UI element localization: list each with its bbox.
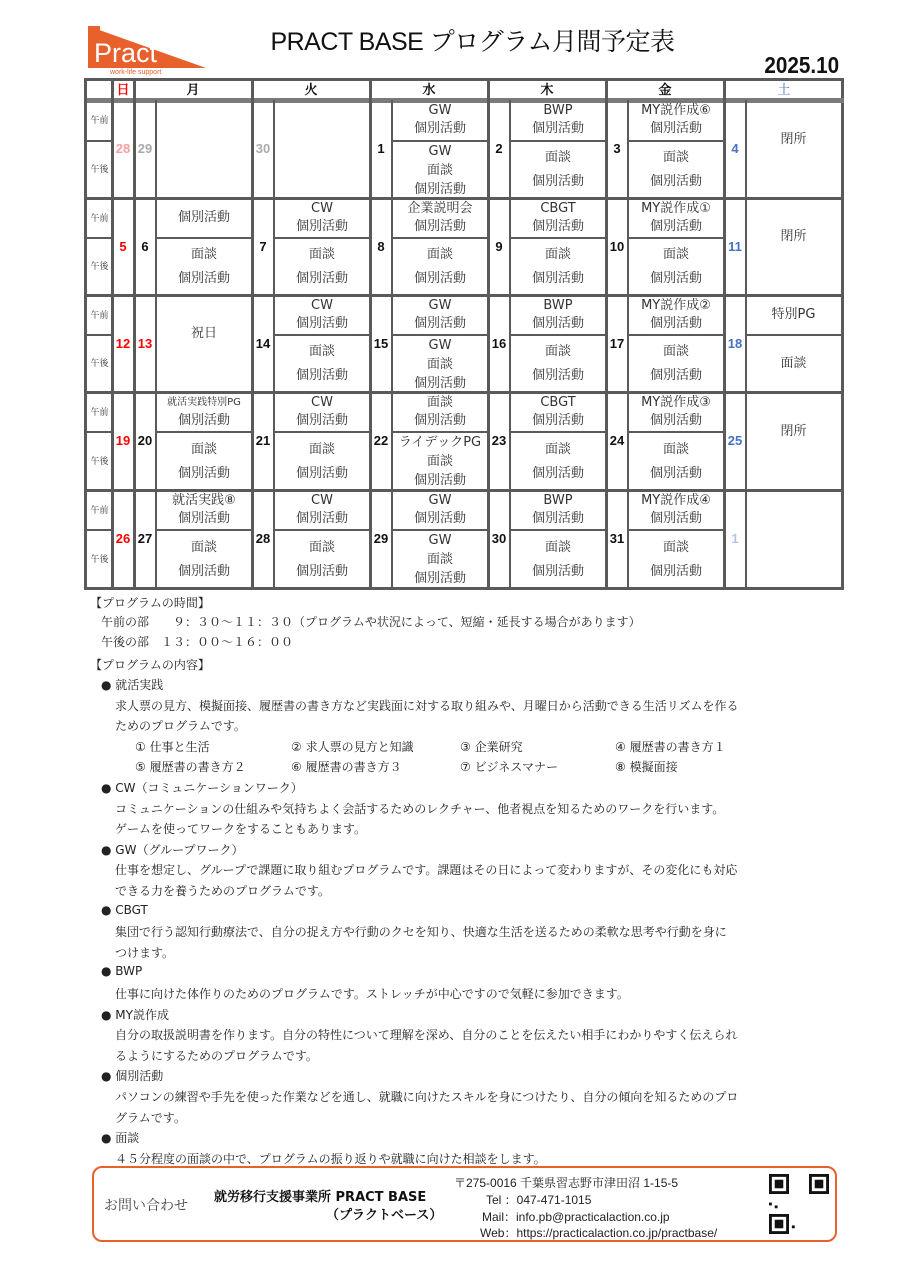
day-number: 30 (491, 531, 507, 546)
activity-label: 面談 (662, 247, 689, 262)
qr-code-icon (769, 1174, 829, 1234)
address: 〒275-0016 千葉県習志野市津田沼 1-15-5 (454, 1176, 679, 1190)
am-slot: 特別PG (771, 307, 816, 322)
pm-slot (156, 531, 252, 588)
activity-label: 祝日 (190, 326, 217, 341)
day-number-saturday: 11 (728, 239, 742, 254)
activity-label: 個別活動 (531, 218, 584, 234)
pm-slot (628, 336, 724, 392)
pm-slot (628, 239, 724, 295)
activity-label: 面談 (426, 247, 453, 262)
program-description: 集団で行う認知行動療法で、自分の捉え方や行動のクセを知り、快適な生活を送るための柔軟な思考や行動を身に (115, 925, 727, 940)
curriculum-item: ③ 企業研究 (460, 739, 523, 754)
am-slot (510, 198, 606, 237)
day-number-sunday: 12 (115, 336, 131, 351)
activity-label: CW (311, 394, 333, 410)
pm-slot (156, 239, 252, 295)
slot-label-pm: 午後 (90, 262, 109, 272)
am-slot (156, 198, 252, 237)
activity-label: 個別活動 (531, 315, 584, 331)
curriculum-item: ⑧ 模擬面接 (615, 760, 678, 775)
activity-label: 個別活動 (531, 121, 584, 136)
activity-label: BWP (543, 103, 573, 118)
activity-label: 面談 (662, 539, 689, 555)
slot-label-am: 午前 (90, 505, 109, 516)
weekday-header: 日 (116, 83, 130, 98)
activity-label: 個別活動 (295, 465, 348, 481)
activity-label: 面談 (426, 454, 453, 469)
activity-label: 個別活動 (531, 412, 584, 428)
pm-slot (392, 239, 488, 295)
weekday-header: 月 (186, 83, 200, 98)
curriculum-item: ⑥ 履歴書の書き方３ (291, 760, 402, 775)
activity-label: 個別活動 (177, 209, 230, 225)
day-number: 29 (373, 531, 389, 546)
grid-vline (605, 81, 608, 100)
activity-label: GW (428, 297, 452, 313)
activity-label: 個別活動 (413, 315, 466, 331)
pm-slot (628, 531, 724, 588)
am-slot (510, 392, 606, 431)
activity-label: CW (311, 492, 333, 508)
activity-label: 個別活動 (413, 218, 466, 234)
am-slot (274, 392, 370, 431)
activity-label: GW (428, 533, 452, 548)
curriculum-item: ⑤ 履歴書の書き方２ (135, 760, 246, 775)
program-description: コミュニケーションの仕組みや気持ちよく会話するためのレクチャー、他者視点を知るためのワークを行います。 (115, 801, 725, 816)
activity-label: 企業説明会 (407, 200, 473, 216)
day-number: 29 (137, 141, 153, 156)
activity-label: CW (311, 297, 333, 313)
program-name: ● CBGT (101, 902, 148, 917)
slot-divider (87, 140, 112, 142)
activity-label: 面談 (308, 441, 335, 457)
activity-label: 個別活動 (649, 412, 702, 428)
activity-label: 個別活動 (649, 315, 702, 331)
grid-vline (251, 81, 254, 100)
day-number: 8 (377, 239, 385, 254)
contact-box (92, 1166, 837, 1242)
slot-label-pm: 午後 (90, 359, 109, 369)
day-number: 10 (609, 239, 625, 254)
web-link[interactable]: Web：https://practicalaction.co.jp/practbase/ (480, 1226, 718, 1240)
slot-label-pm: 午後 (90, 456, 109, 467)
activity-label: 個別活動 (413, 271, 466, 286)
curriculum-item: ⑦ ビジネスマナー (460, 760, 558, 775)
pm-slot (510, 531, 606, 588)
holiday-label (156, 295, 252, 372)
pm-slot (510, 239, 606, 295)
day-number: 17 (609, 336, 625, 351)
activity-label: 個別活動 (531, 271, 584, 286)
activity-label: 面談 (190, 539, 217, 555)
day-number: 16 (491, 336, 507, 351)
am-slot (628, 100, 724, 140)
curriculum-item: ① 仕事と生活 (135, 739, 210, 754)
am-slot (274, 295, 370, 334)
day-number: 31 (609, 531, 625, 546)
day-number: 13 (137, 336, 153, 351)
activity-label: 個別活動 (649, 368, 702, 383)
pm-slot: 面談 (780, 355, 807, 371)
activity-label: 個別活動 (177, 563, 230, 579)
slot-label-am: 午前 (90, 213, 109, 224)
slot-label-am: 午前 (90, 116, 109, 126)
org-name: 就労移行支援事業所 PRACT BASE (214, 1190, 427, 1205)
activity-label: 個別活動 (413, 121, 466, 136)
grid-vline (133, 81, 136, 100)
day-number: 2 (495, 141, 503, 156)
day-number: 27 (137, 531, 153, 546)
pm-slot (510, 142, 606, 198)
day-number: 24 (609, 433, 625, 448)
program-description: 仕事に向けた体作りのためのプログラムです。ストレッチが中心ですので気軽に参加できます。 (115, 987, 629, 1001)
pm-slot (156, 433, 252, 490)
pm-slot (274, 336, 370, 392)
day-number-sunday: 28 (115, 141, 131, 156)
activity-label: CBGT (540, 394, 576, 410)
am-slot (392, 490, 488, 529)
activity-label: BWP (543, 297, 573, 313)
activity-label: 就活実践⑧ (172, 492, 236, 508)
day-number: 23 (491, 433, 507, 448)
activity-label: 個別活動 (413, 571, 466, 586)
slot-label-am: 午前 (90, 407, 109, 418)
day-number: 22 (373, 433, 389, 448)
activity-label: ライデックPG (398, 435, 482, 450)
activity-label: 面談 (662, 344, 689, 359)
activity-label: 面談 (308, 539, 335, 555)
day-number: 15 (373, 336, 389, 351)
activity-label: 個別活動 (177, 510, 230, 526)
activity-label: 個別活動 (295, 368, 348, 383)
day-number: 14 (255, 336, 271, 351)
am-slot (510, 490, 606, 529)
day-number-saturday: 1 (731, 531, 739, 546)
program-description: 自分の取扱説明書を作ります。自分の特性について理解を深め、自分のことを伝えたい相手にわかりやすく伝えられ (115, 1028, 738, 1043)
activity-label: 面談 (662, 441, 689, 457)
day-number-sunday: 19 (115, 433, 131, 448)
program-description: 求人票の見方、模擬面接、履歴書の書き方など実践面に対する取り組みや、月曜日から活動できる生活リズムを作る (115, 698, 739, 713)
activity-label: 面談 (308, 247, 335, 262)
activity-label: CBGT (540, 200, 576, 216)
activity-label: 個別活動 (649, 271, 702, 286)
schedule-pm: 午後の部 １３：００～１６：００ (101, 635, 294, 649)
day-number-sunday: 26 (115, 531, 131, 546)
pm-slot (510, 336, 606, 392)
activity-label: BWP (543, 492, 573, 508)
program-description: グラムです。 (115, 1110, 186, 1125)
activity-label: 個別活動 (295, 315, 348, 331)
slot-label-pm: 午後 (90, 554, 109, 565)
am-slot (274, 198, 370, 237)
grid-vline (111, 81, 114, 100)
org-name-kana: （プラクトベース） (326, 1208, 443, 1223)
day-number: 21 (255, 433, 271, 448)
logo-subtitle: work-life support (110, 69, 162, 76)
activity-label: 面談 (544, 150, 571, 165)
program-name: ● 面談 (101, 1131, 140, 1146)
weekday-header: 水 (422, 83, 436, 98)
activity-label: 個別活動 (413, 412, 466, 428)
pm-slot (392, 433, 488, 490)
day-number-saturday: 4 (731, 141, 739, 156)
slot-label-am: 午前 (90, 310, 109, 321)
program-description: パソコンの練習や手先を使った作業などを通し、就職に向けたスキルを身につけたり、自分の傾向を知るためのプロ (115, 1090, 739, 1104)
am-slot (156, 392, 252, 431)
year-month: 2025.10 (764, 52, 839, 78)
weekday-header: 木 (540, 83, 554, 98)
am-slot (392, 100, 488, 140)
activity-label: 面談 (426, 552, 453, 567)
program-description: るようにするためのプログラムです。 (115, 1048, 318, 1063)
am-slot (156, 490, 252, 529)
am-slot (510, 100, 606, 140)
activity-label: 個別活動 (413, 181, 466, 197)
program-description: 仕事を想定し、グループで課題に取り組むプログラムです。課題はその日によって変わりますが、その変化にも対応 (115, 863, 738, 878)
day-number-saturday: 25 (727, 433, 743, 448)
day-number-sunday: 5 (119, 239, 127, 254)
slot-divider (87, 529, 112, 531)
activity-label: 個別活動 (649, 510, 702, 526)
program-description: つけます。 (115, 945, 175, 960)
grid-vline (487, 81, 490, 100)
day-number: 3 (613, 141, 621, 156)
am-slot (628, 490, 724, 529)
activity-label: 面談 (544, 247, 571, 262)
activity-label: 個別活動 (295, 563, 348, 579)
am-slot (628, 295, 724, 334)
pm-slot (628, 433, 724, 490)
activity-label: 個別活動 (177, 412, 230, 428)
day-number: 30 (255, 141, 271, 156)
program-description: ためのプログラムです。 (115, 719, 246, 734)
schedule-heading: 【プログラムの時間】 (90, 596, 210, 610)
program-name: ● GW（グループワーク） (101, 842, 244, 857)
activity-label: 個別活動 (649, 465, 702, 481)
activity-label: 個別活動 (413, 375, 466, 391)
activity-label: 個別活動 (649, 218, 702, 234)
am-slot (628, 198, 724, 237)
activity-label: 面談 (308, 344, 335, 359)
activity-label: 個別活動 (413, 510, 466, 526)
activity-label: GW (428, 143, 452, 159)
program-name: ● CW（コミュニケーションワーク） (101, 781, 303, 795)
weekday-header: 金 (658, 83, 672, 98)
logo-text: Pract (94, 38, 158, 68)
am-slot (392, 295, 488, 334)
activity-label: 面談 (426, 162, 453, 178)
program-name: ● 就活実践 (101, 678, 164, 692)
activity-label: 個別活動 (531, 368, 584, 383)
activity-label: CW (311, 200, 333, 216)
pm-slot (392, 336, 488, 392)
activity-label: 面談 (190, 247, 217, 262)
program-name: ● BWP (101, 964, 143, 979)
activity-label: 面談 (426, 356, 453, 372)
pm-slot (628, 142, 724, 198)
activity-label: 個別活動 (531, 510, 584, 526)
program-name: ● MY説作成 (101, 1007, 169, 1022)
activity-label: 個別活動 (531, 465, 584, 481)
day-number: 7 (259, 239, 267, 254)
weekday-header: 火 (304, 83, 318, 98)
activity-label: 就活実践特別PG (167, 396, 241, 408)
activity-label: 個別活動 (295, 271, 348, 286)
am-slot (274, 490, 370, 529)
activity-label: GW (428, 337, 452, 353)
day-number-saturday: 18 (727, 336, 743, 351)
program-description: ゲームを使ってワークをすることもあります。 (115, 822, 367, 837)
slot-divider (87, 334, 112, 336)
curriculum-item: ② 求人票の見方と知識 (291, 739, 414, 754)
activity-label: GW (428, 492, 452, 508)
pm-slot (274, 433, 370, 490)
page-title: PRACT BASE プログラム月間予定表 (270, 28, 675, 56)
grid-vline (723, 81, 726, 100)
activity-label: MY説作成③ (641, 394, 711, 410)
program-description: ４５分程度の面談の中で、プログラムの振り返りや就職に向けた相談をします。 (115, 1151, 546, 1166)
activity-label: 面談 (426, 394, 453, 410)
activity-label: 面談 (662, 150, 689, 165)
activity-label: 個別活動 (177, 465, 230, 481)
program-description: できる力を養うためのプログラムです。 (115, 884, 330, 898)
activity-label: MY説作成⑥ (641, 103, 711, 118)
am-slot (392, 198, 488, 237)
monthly-calendar (84, 78, 844, 590)
tel: Tel ：047-471-1015 (486, 1193, 592, 1207)
activity-label: 個別活動 (531, 174, 584, 189)
day-number: 6 (141, 239, 149, 254)
grid-vline (369, 81, 372, 100)
activity-label: MY説作成② (641, 297, 711, 313)
pm-slot (392, 142, 488, 198)
activity-label: 面談 (544, 441, 571, 457)
day-number: 9 (495, 239, 503, 254)
activity-label: 面談 (544, 539, 571, 555)
activity-label: 個別活動 (295, 412, 348, 428)
activity-label: GW (428, 103, 452, 118)
activity-label: 個別活動 (295, 510, 348, 526)
am-slot (628, 392, 724, 431)
program-name: ● 個別活動 (101, 1069, 164, 1084)
slot-divider (87, 431, 112, 433)
weekday-header: 土 (777, 83, 791, 98)
programs-heading: 【プログラムの内容】 (90, 658, 210, 672)
activity-label: 個別活動 (649, 121, 702, 136)
activity-label: 個別活動 (295, 218, 348, 234)
day-number: 1 (377, 141, 385, 156)
pm-slot (392, 531, 488, 588)
closed-label: 閉所 (780, 229, 807, 244)
day-number: 28 (255, 531, 271, 546)
activity-label: 個別活動 (649, 174, 702, 189)
activity-label: 個別活動 (413, 473, 466, 488)
pm-slot (274, 531, 370, 588)
mail-link[interactable]: Mail：info.pb@practicalaction.co.jp (482, 1210, 670, 1224)
activity-label: MY説作成① (641, 200, 711, 216)
curriculum-item: ④ 履歴書の書き方１ (615, 739, 726, 754)
pm-slot (274, 239, 370, 295)
day-number: 20 (137, 433, 153, 448)
am-slot (392, 392, 488, 431)
activity-label: 面談 (190, 441, 217, 457)
activity-label: 面談 (544, 344, 571, 359)
slot-label-pm: 午後 (90, 165, 109, 175)
activity-label: MY説作成④ (641, 492, 711, 508)
activity-label: 個別活動 (531, 563, 584, 579)
contact-label: お問い合わせ (104, 1198, 188, 1214)
activity-label: 個別活動 (649, 563, 702, 579)
closed-label: 閉所 (780, 131, 807, 147)
activity-label: 個別活動 (177, 271, 230, 286)
schedule-am: 午前の部 ９：３０～１１：３０（プログラムや状況によって、短縮・延長する場合があります） (101, 615, 641, 629)
pm-slot (510, 433, 606, 490)
slot-divider (87, 237, 112, 239)
closed-label: 閉所 (780, 423, 807, 439)
am-slot (510, 295, 606, 334)
